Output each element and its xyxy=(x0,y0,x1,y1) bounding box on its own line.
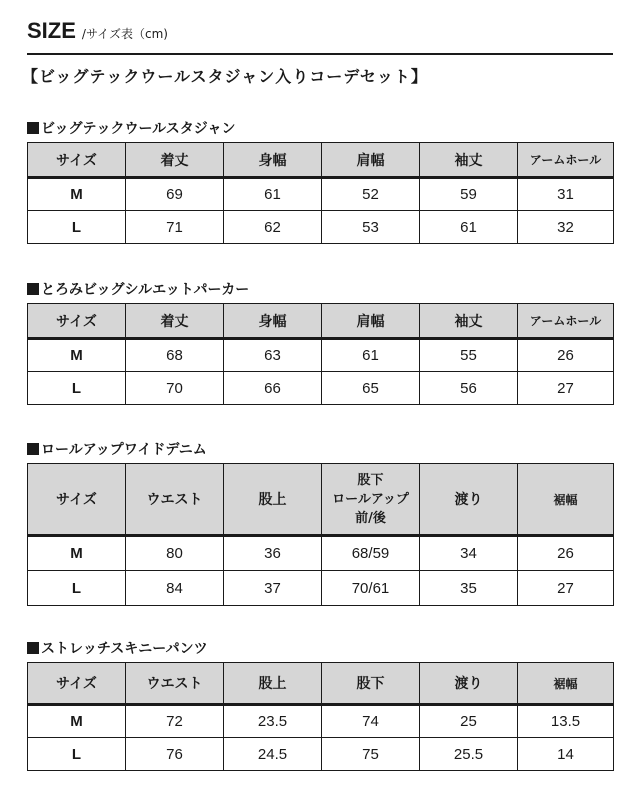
column-header: 着丈 xyxy=(126,143,224,178)
column-header: 股上 xyxy=(224,663,322,705)
table-cell: 36 xyxy=(224,536,322,571)
table-cell: 37 xyxy=(224,571,322,606)
column-header: ウエスト xyxy=(126,464,224,536)
column-header: ウエスト xyxy=(126,663,224,705)
table-cell: 71 xyxy=(126,211,224,244)
square-bullet-icon xyxy=(27,283,39,295)
table-cell: 75 xyxy=(322,738,420,771)
table-cell: 14 xyxy=(518,738,614,771)
table-cell: 26 xyxy=(518,339,614,372)
table-cell: 59 xyxy=(420,178,518,211)
column-header: 渡り xyxy=(420,663,518,705)
size-cell: L xyxy=(28,738,126,771)
section-title: ストレッチスキニーパンツ xyxy=(27,638,208,658)
size-cell: L xyxy=(28,372,126,405)
table-cell: 69 xyxy=(126,178,224,211)
table-row xyxy=(28,339,614,372)
column-header: サイズ xyxy=(28,143,126,178)
size-cell: M xyxy=(28,339,126,372)
column-header: 袖丈 xyxy=(420,304,518,339)
table-cell: 34 xyxy=(420,536,518,571)
table-cell: 68 xyxy=(126,339,224,372)
column-header: 裾幅 xyxy=(518,663,614,705)
size-table xyxy=(27,662,614,771)
table-cell: 61 xyxy=(420,211,518,244)
table-cell: 24.5 xyxy=(224,738,322,771)
table-cell: 80 xyxy=(126,536,224,571)
table-cell: 27 xyxy=(518,372,614,405)
table-row xyxy=(28,211,614,244)
table-cell: 55 xyxy=(420,339,518,372)
table-cell: 63 xyxy=(224,339,322,372)
column-header: 身幅 xyxy=(224,143,322,178)
size-title: SIZE xyxy=(27,18,76,43)
size-cell: M xyxy=(28,536,126,571)
square-bullet-icon xyxy=(27,443,39,455)
table-cell: 62 xyxy=(224,211,322,244)
table-cell: 26 xyxy=(518,536,614,571)
square-bullet-icon xyxy=(27,122,39,134)
column-header: 股下 xyxy=(322,663,420,705)
table-cell: 32 xyxy=(518,211,614,244)
table-row xyxy=(28,536,614,571)
column-header: 肩幅 xyxy=(322,304,420,339)
size-header xyxy=(27,18,168,52)
table-row xyxy=(28,178,614,211)
header-divider xyxy=(27,53,613,55)
size-table xyxy=(27,142,614,244)
table-cell: 53 xyxy=(322,211,420,244)
column-header: アームホール xyxy=(518,304,614,339)
table-cell: 74 xyxy=(322,705,420,738)
column-header: 肩幅 xyxy=(322,143,420,178)
table-cell: 27 xyxy=(518,571,614,606)
table-cell: 35 xyxy=(420,571,518,606)
column-header: サイズ xyxy=(28,663,126,705)
column-header: 袖丈 xyxy=(420,143,518,178)
column-header: サイズ xyxy=(28,464,126,536)
square-bullet-icon xyxy=(27,642,39,654)
column-header: 股下 ロールアップ 前/後 xyxy=(322,464,420,536)
table-cell: 31 xyxy=(518,178,614,211)
table-cell: 25.5 xyxy=(420,738,518,771)
size-cell: L xyxy=(28,211,126,244)
table-cell: 84 xyxy=(126,571,224,606)
size-subtitle: /サイズ表（cm) xyxy=(81,27,168,41)
section-title: とろみビッグシルエットパーカー xyxy=(27,279,249,299)
column-header: 着丈 xyxy=(126,304,224,339)
table-row xyxy=(28,372,614,405)
table-cell: 25 xyxy=(420,705,518,738)
section-title: ロールアップワイドデニム xyxy=(27,439,207,459)
table-row xyxy=(28,571,614,606)
table-row xyxy=(28,705,614,738)
table-cell: 61 xyxy=(224,178,322,211)
table-cell: 13.5 xyxy=(518,705,614,738)
table-cell: 70/61 xyxy=(322,571,420,606)
table-cell: 72 xyxy=(126,705,224,738)
table-cell: 65 xyxy=(322,372,420,405)
size-table xyxy=(27,463,614,606)
table-cell: 52 xyxy=(322,178,420,211)
table-cell: 76 xyxy=(126,738,224,771)
set-title: 【ビッグテックウールスタジャン入りコーデセット】 xyxy=(22,67,428,86)
column-header: 渡り xyxy=(420,464,518,536)
size-table xyxy=(27,303,614,405)
table-cell: 68/59 xyxy=(322,536,420,571)
table-cell: 23.5 xyxy=(224,705,322,738)
table-cell: 56 xyxy=(420,372,518,405)
table-cell: 66 xyxy=(224,372,322,405)
column-header: サイズ xyxy=(28,304,126,339)
size-cell: M xyxy=(28,705,126,738)
table-cell: 70 xyxy=(126,372,224,405)
column-header: 身幅 xyxy=(224,304,322,339)
size-cell: M xyxy=(28,178,126,211)
section-title: ビッグテックウールスタジャン xyxy=(27,118,235,138)
size-cell: L xyxy=(28,571,126,606)
table-row xyxy=(28,738,614,771)
column-header: 股上 xyxy=(224,464,322,536)
column-header: 裾幅 xyxy=(518,464,614,536)
column-header: アームホール xyxy=(518,143,614,178)
table-cell: 61 xyxy=(322,339,420,372)
